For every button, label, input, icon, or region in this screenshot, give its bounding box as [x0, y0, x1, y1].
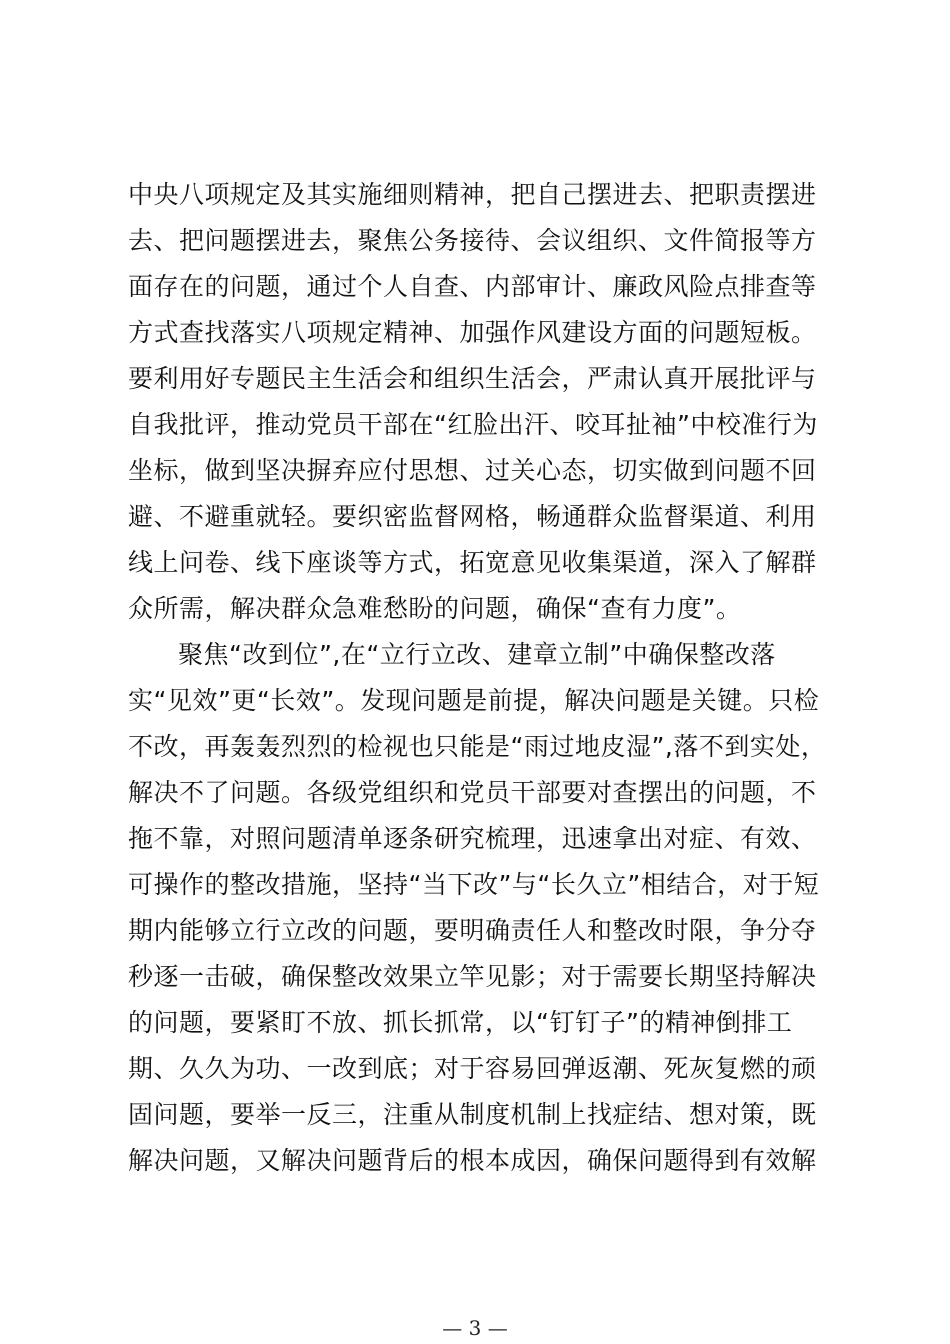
text-line: 自我批评，推动党员干部在“红脸出汗、咬耳扯袖”中校准行为	[128, 410, 818, 439]
text-line: 线上问卷、线下座谈等方式，拓宽意见收集渠道，深入了解群	[128, 548, 817, 577]
text-line: 期、久久为功、一改到底；对于容易回弹返潮、死灰复燃的顽	[128, 1054, 817, 1083]
text-line: 众所需，解决群众急难愁盼的问题，确保“查有力度”。	[128, 594, 742, 623]
text-line: 去、把问题摆进去，聚焦公务接待、会议组织、文件简报等方	[128, 226, 817, 255]
body-text	[128, 172, 828, 1184]
paragraph-start-line: 聚焦“改到位”,在“立行立改、建章立制”中确保整改落	[178, 640, 776, 669]
text-line: 避、不避重就轻。要织密监督网格，畅通群众监督渠道、利用	[128, 502, 817, 531]
text-line: 固问题，要举一反三，注重从制度机制上找症结、想对策，既	[128, 1100, 817, 1129]
text-line: 解决问题，又解决问题背后的根本成因，确保问题得到有效解	[128, 1146, 817, 1175]
text-line: 中央八项规定及其实施细则精神，把自己摆进去、把职责摆进	[128, 180, 817, 209]
text-line: 拖不靠，对照问题清单逐条研究梳理，迅速拿出对症、有效、	[128, 824, 817, 853]
text-line: 不改，再轰轰烈烈的检视也只能是“雨过地皮湿”,落不到实处，	[128, 732, 827, 761]
text-line: 的问题，要紧盯不放、抓长抓常，以“钉钉子”的精神倒排工	[128, 1008, 793, 1037]
text-line: 期内能够立行立改的问题，要明确责任人和整改时限，争分夺	[128, 916, 817, 945]
text-line: 坐标，做到坚决摒弃应付思想、过关心态，切实做到问题不回	[128, 456, 817, 485]
text-line: 要利用好专题民主生活会和组织生活会，严肃认真开展批评与	[128, 364, 817, 393]
text-line: 可操作的整改措施，坚持“当下改”与“长久立”相结合，对于短	[128, 870, 820, 899]
text-line: 秒逐一击破，确保整改效果立竿见影；对于需要长期坚持解决	[128, 962, 817, 991]
text-line: 解决不了问题。各级党组织和党员干部要对查摆出的问题，不	[128, 778, 817, 807]
text-line: 实“见效”更“长效”。发现问题是前提，解决问题是关键。只检	[128, 686, 820, 715]
text-line: 面存在的问题，通过个人自查、内部审计、廉政风险点排查等	[128, 272, 817, 301]
page-number: — 3 —	[442, 1316, 508, 1340]
text-line: 方式查找落实八项规定精神、加强作风建设方面的问题短板。	[128, 318, 817, 347]
